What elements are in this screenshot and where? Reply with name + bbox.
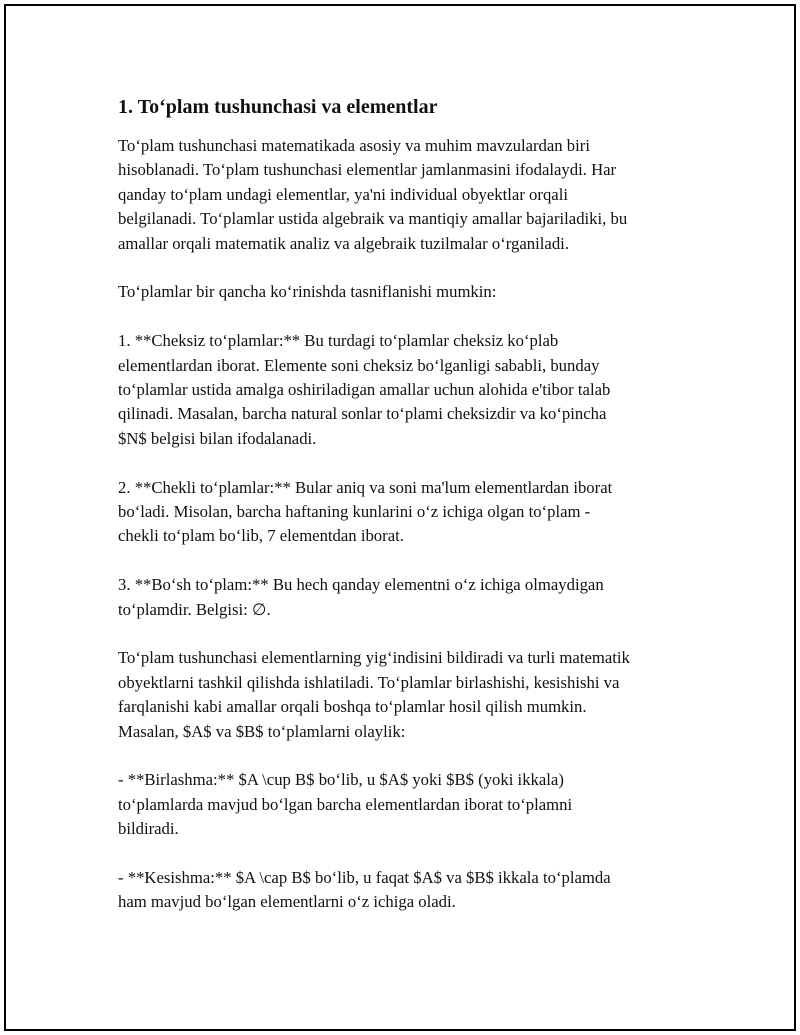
paragraph-classification: [118, 280, 698, 304]
paragraph-line: $N$ belgisi bilan ifodalanadi.: [118, 428, 317, 448]
paragraph-line: To‘plam tushunchasi elementlarning yig‘indisini bildiradi va turli matematik: [118, 648, 630, 668]
list-item-empty-set: [118, 573, 698, 622]
paragraph-line: bo‘ladi. Misolan, barcha haftaning kunlarini o‘z ichiga olgan to‘plam -: [118, 502, 591, 522]
paragraph-line: bildiradi.: [118, 819, 179, 839]
paragraph-line: To‘plam tushunchasi matematikada asosiy va muhim mavzulardan biri: [118, 136, 590, 155]
list-item-finite-sets: [118, 476, 698, 549]
list-item-intersection: [118, 866, 698, 915]
paragraph-line: qanday to‘plam undagi elementlar, ya'ni individual obyektlar orqali: [118, 184, 568, 204]
paragraph-line: belgilanadi. To‘plamlar ustida algebraik va mantiqiy amallar bajariladiki, bu: [118, 209, 628, 229]
section-heading: 1. To‘plam tushunchasi va elementlar: [118, 96, 438, 118]
paragraph-line: To‘plamlar bir qancha ko‘rinishda tasniflanishi mumkin:: [118, 282, 497, 302]
paragraph-line: farqlanishi kabi amallar orqali boshqa to‘plamlar hosil qilish mumkin.: [118, 697, 587, 717]
paragraph-line: - **Kesishma:** $A \cap B$ bo‘lib, u faqat $A$ va $B$ ikkala to‘plamda: [118, 868, 611, 888]
paragraph-line: amallar orqali matematik analiz va algebraik tuzilmalar o‘rganiladi.: [118, 233, 569, 253]
paragraph-line: - **Birlashma:** $A \cup B$ bo‘lib, u $A$ yoki $B$ (yoki ikkala): [118, 770, 564, 790]
paragraph-operations: [118, 646, 698, 744]
paragraph-line: obyektlarni tashkil qilishda ishlatiladi. To‘plamlar birlashishi, kesishishi va: [118, 672, 620, 692]
paragraph-line: to‘plamdir. Belgisi: ∅.: [118, 599, 271, 619]
paragraph-line: to‘plamlar ustida amalga oshiriladigan amallar uchun alohida e'tibor talab: [118, 380, 611, 400]
paragraph-line: ham mavjud bo‘lgan elementlarni o‘z ichiga oladi.: [118, 892, 456, 912]
list-item-union: [118, 768, 698, 841]
paragraph-line: elementlardan iborat. Elemente soni cheksiz bo‘lganligi sababli, bunday: [118, 355, 600, 375]
list-item-infinite-sets: [118, 329, 698, 451]
paragraph-line: Masalan, $A$ va $B$ to‘plamlarni olaylik:: [118, 721, 406, 741]
paragraph-line: 3. **Bo‘sh to‘plam:** Bu hech qanday elementni o‘z ichiga olmaydigan: [118, 575, 604, 595]
paragraph-line: hisoblanadi. To‘plam tushunchasi elementlar jamlanmasini ifodalaydi. Har: [118, 160, 617, 180]
paragraph-line: to‘plamlarda mavjud bo‘lgan barcha elementlardan iborat to‘plamni: [118, 794, 573, 814]
paragraph-line: 2. **Chekli to‘plamlar:** Bular aniq va soni ma'lum elementlardan iborat: [118, 477, 613, 497]
paragraph-line: chekli to‘plam bo‘lib, 7 elementdan iborat.: [118, 526, 404, 546]
document-body: [118, 94, 698, 939]
paragraph-line: qilinadi. Masalan, barcha natural sonlar to‘plami cheksizdir va ko‘pincha: [118, 404, 607, 424]
paragraph-line: 1. **Cheksiz to‘plamlar:** Bu turdagi to‘plamlar cheksiz ko‘plab: [118, 331, 559, 351]
paragraph-intro: [118, 134, 698, 256]
